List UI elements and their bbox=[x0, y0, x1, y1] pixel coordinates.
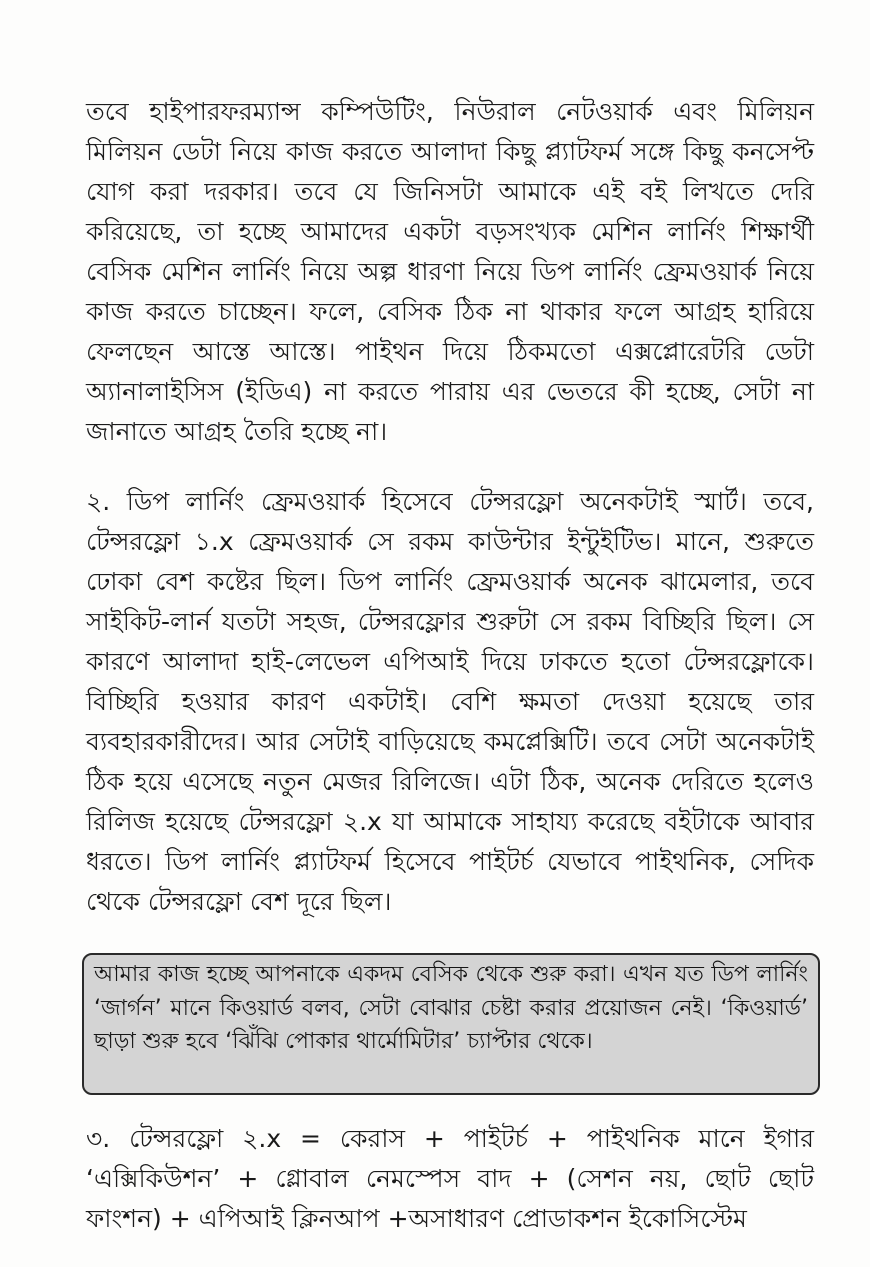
note-box bbox=[82, 953, 820, 1095]
paragraph-intro: তবে হাইপারফরম্যান্স কম্পিউটিং, নিউরাল নেটওয়ার্ক এবং মিলিয়ন মিলিয়ন ডেটা নিয়ে কাজ করতে আলাদা কিছু প্ল্যাটফর্ম সঙ্গে কিছু কনসেপ্ট যোগ করা দরকার। তবে যে জিনিসটা আমাকে এই বই লিখতে দেরি করিয়েছে, তা হচ্ছে আমাদের একটা বড়সংখ্যক মেশিন লার্নিং শিক্ষার্থী বেসিক মেশিন লার্নিং নিয়ে অল্প ধারণা নিয়ে ডিপ লার্নিং ফ্রেমওয়ার্ক নিয়ে কাজ করতে চাচ্ছেন। ফলে, বেসিক ঠিক না থাকার ফলে আগ্রহ হারিয়ে ফেলছেন আস্তে আস্তে। পাইথন দিয়ে ঠিকমতো এক্সপ্লোরেটরি ডেটা অ্যানালাইসিস (ইডিএ) না করতে পারায় এর ভেতরে কী হচ্ছে, সেটা না জানাতে আগ্রহ তৈরি হচ্ছে না। bbox=[86, 97, 814, 446]
paragraph-point-3: ৩. টেন্সরফ্লো ২.x = কেরাস + পাইটর্চ + পাইথনিক মানে ইগার ‘এক্সিকিউশন’ + গ্লোবাল নেমস্পেস বাদ + (সেশন নয়, ছোট ছোট ফাংশন) + এপিআই ক্লিনআপ +অসাধারণ প্রোডাকশন ইকোসিস্টেম bbox=[86, 1124, 814, 1233]
paragraph-point-2: ২. ডিপ লার্নিং ফ্রেমওয়ার্ক হিসেবে টেন্সরফ্লো অনেকটাই স্মার্ট। তবে, টেন্সরফ্লো ১.x ফ্রেমওয়ার্ক সে রকম কাউন্টার ইন্টুইটিভ। মানে, শুরুতে ঢোকা বেশ কষ্টের ছিল। ডিপ লার্নিং ফ্রেমওয়ার্ক অনেক ঝামেলার, তবে সাইকিট-লার্ন যতটা সহজ, টেন্সরফ্লোর শুরুটা সে রকম বিচ্ছিরি ছিল। সে কারণে আলাদা হাই-লেভেল এপিআই দিয়ে ঢাকতে হতো টেন্সরফ্লোকে। বিচ্ছিরি হওয়ার কারণ একটাই। বেশি ক্ষমতা দেওয়া হয়েছে তার ব্যবহারকারীদের। আর সেটাই বাড়িয়েছে কমপ্লেক্সিটি। তবে সেটা অনেকটাই ঠিক হয়ে এসেছে নতুন মেজর রিলিজে। এটা ঠিক, অনেক দেরিতে হলেও রিলিজ হয়েছে টেন্সরফ্লো ২.x যা আমাকে সাহায্য করেছে বইটাকে আবার ধরতে। ডিপ লার্নিং প্ল্যাটফর্ম হিসেবে পাইটর্চ যেভাবে পাইথনিক, সেদিক থেকে টেন্সরফ্লো বেশ দূরে ছিল। bbox=[86, 487, 814, 916]
note-text: আমার কাজ হচ্ছে আপনাকে একদম বেসিক থেকে শুরু করা। এখন যত ডিপ লার্নিং ‘জার্গন’ মানে কিওয়ার্ড বলব, সেটা বোঝার চেষ্টা করার প্রয়োজন নেই। ‘কিওয়ার্ড’ ছাড়া শুরু হবে ‘ঝিঁঝি পোকার থার্মোমিটার’ চ্যাপ্টার থেকে। bbox=[94, 962, 808, 1054]
